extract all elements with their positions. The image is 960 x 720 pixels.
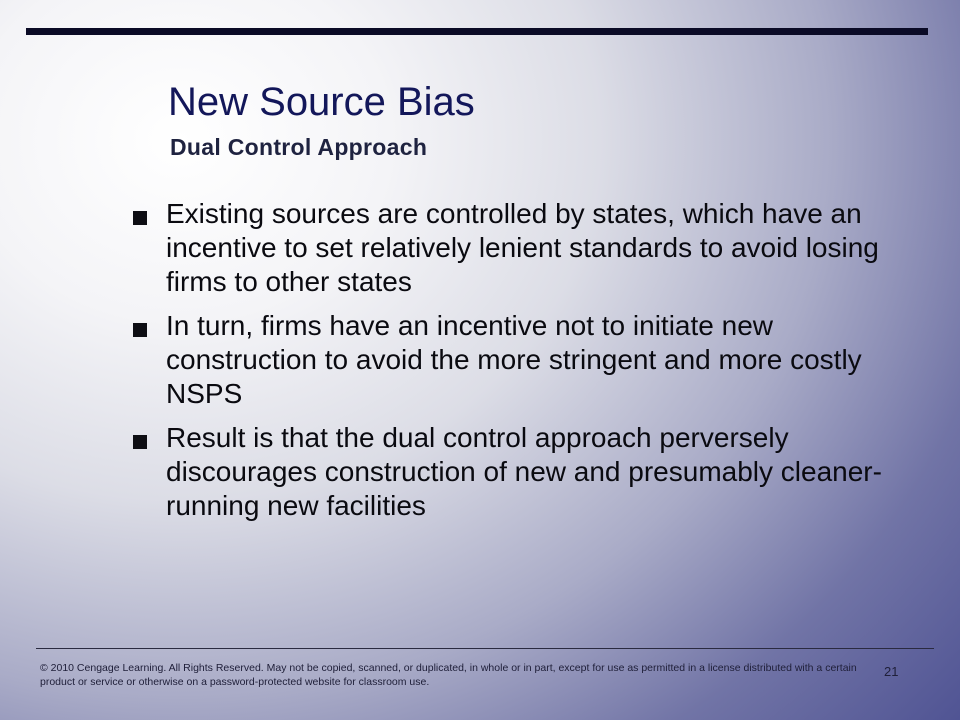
bullet-list	[130, 197, 920, 533]
bullet-text: Result is that the dual control approach perversely discourages construction of new and presumably cleaner-running new facilities	[166, 422, 882, 521]
bullet-text: Existing sources are controlled by states, which have an incentive to set relatively lenient standards to avoid losing firms to other states	[166, 198, 879, 297]
slide-subtitle: Dual Control Approach	[170, 134, 428, 160]
square-bullet-icon	[133, 323, 147, 337]
slide-title: New Source Bias	[168, 80, 475, 124]
page-number: 21	[884, 664, 899, 679]
square-bullet-icon	[133, 435, 147, 449]
top-rule	[26, 28, 928, 35]
footer-rule	[36, 648, 934, 649]
copyright-notice: © 2010 Cengage Learning. All Rights Reserved. May not be copied, scanned, or duplicated, in whole or in part, except for use as permitted in a license distributed with a certain product or service or otherwise on a password-protected website for classroom use.	[40, 662, 857, 688]
bullet-item	[130, 309, 920, 411]
bullet-item	[130, 421, 920, 523]
square-bullet-icon	[133, 211, 147, 225]
bullet-item	[130, 197, 920, 299]
bullet-text: In turn, firms have an incentive not to initiate new construction to avoid the more stringent and more costly NSPS	[166, 310, 862, 409]
